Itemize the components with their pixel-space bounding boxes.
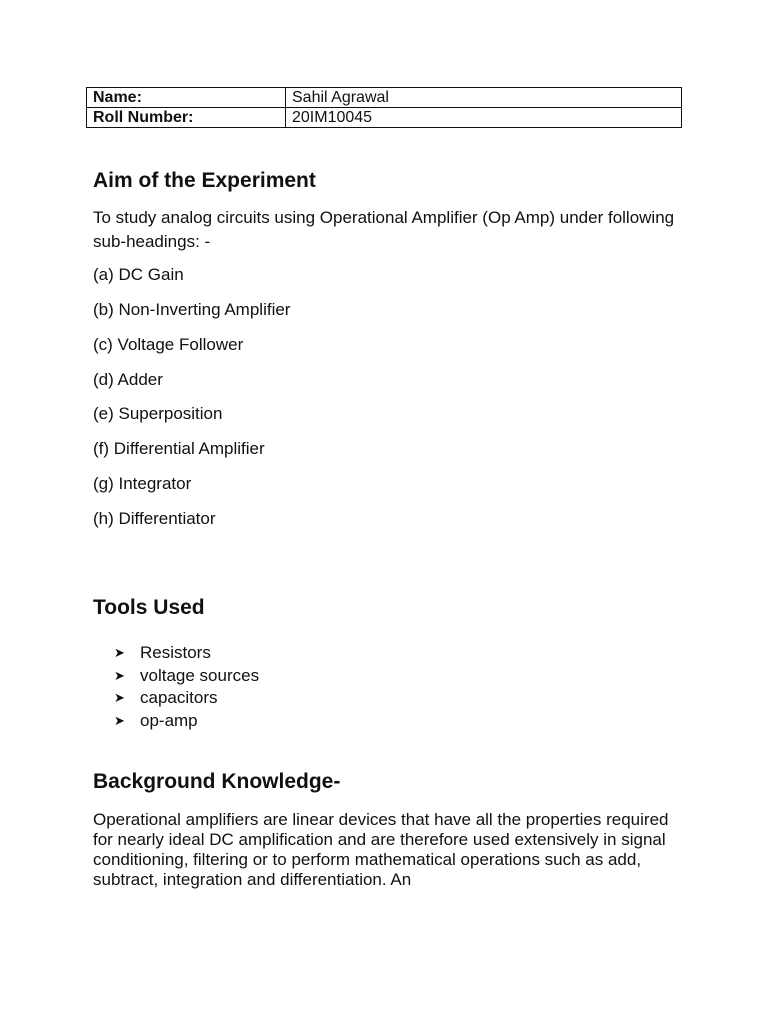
name-value: Sahil Agrawal bbox=[286, 88, 682, 108]
tools-heading: Tools Used bbox=[93, 596, 205, 619]
list-item bbox=[114, 710, 259, 733]
roll-number-label: Roll Number: bbox=[87, 108, 286, 128]
arrowhead-bullet-icon: ➤ bbox=[114, 667, 125, 683]
arrowhead-bullet-icon: ➤ bbox=[114, 712, 125, 728]
aim-item-dc-gain: (a) DC Gain bbox=[93, 265, 184, 284]
list-item bbox=[114, 642, 259, 665]
background-paragraph: Operational amplifiers are linear devices that have all the properties required for nearly ideal DC amplification and are therefore used extensively in signal conditioning, filtering or to perform mathematical operations such as add, subtract, integration and differentiation. An bbox=[93, 810, 669, 889]
table-row bbox=[87, 88, 682, 108]
arrowhead-bullet-icon: ➤ bbox=[114, 645, 125, 660]
aim-item-differential: (f) Differential Amplifier bbox=[93, 439, 265, 458]
student-info-table bbox=[86, 87, 682, 128]
tool-label: voltage sources bbox=[140, 665, 260, 685]
tool-label: op-amp bbox=[140, 710, 198, 730]
aim-item-superposition: (e) Superposition bbox=[93, 404, 223, 423]
list-item bbox=[114, 687, 259, 710]
aim-heading: Aim of the Experiment bbox=[93, 169, 316, 192]
background-heading: Background Knowledge- bbox=[93, 770, 341, 793]
table-row bbox=[87, 108, 682, 128]
list-item bbox=[114, 665, 259, 688]
tool-label: Resistors bbox=[140, 643, 211, 662]
aim-intro: To study analog circuits using Operational Amplifier (Op Amp) under following sub-headings: - bbox=[93, 208, 675, 251]
name-label: Name: bbox=[87, 88, 286, 108]
aim-item-differentiator: (h) Differentiator bbox=[93, 509, 216, 528]
tool-label: capacitors bbox=[140, 688, 218, 707]
aim-item-adder: (d) Adder bbox=[93, 370, 163, 389]
tools-list bbox=[114, 642, 259, 732]
aim-item-non-inverting: (b) Non-Inverting Amplifier bbox=[93, 300, 291, 319]
arrowhead-bullet-icon: ➤ bbox=[114, 690, 125, 705]
aim-item-voltage-follower: (c) Voltage Follower bbox=[93, 335, 244, 354]
aim-item-integrator: (g) Integrator bbox=[93, 474, 192, 493]
roll-number-value: 20IM10045 bbox=[286, 108, 682, 128]
